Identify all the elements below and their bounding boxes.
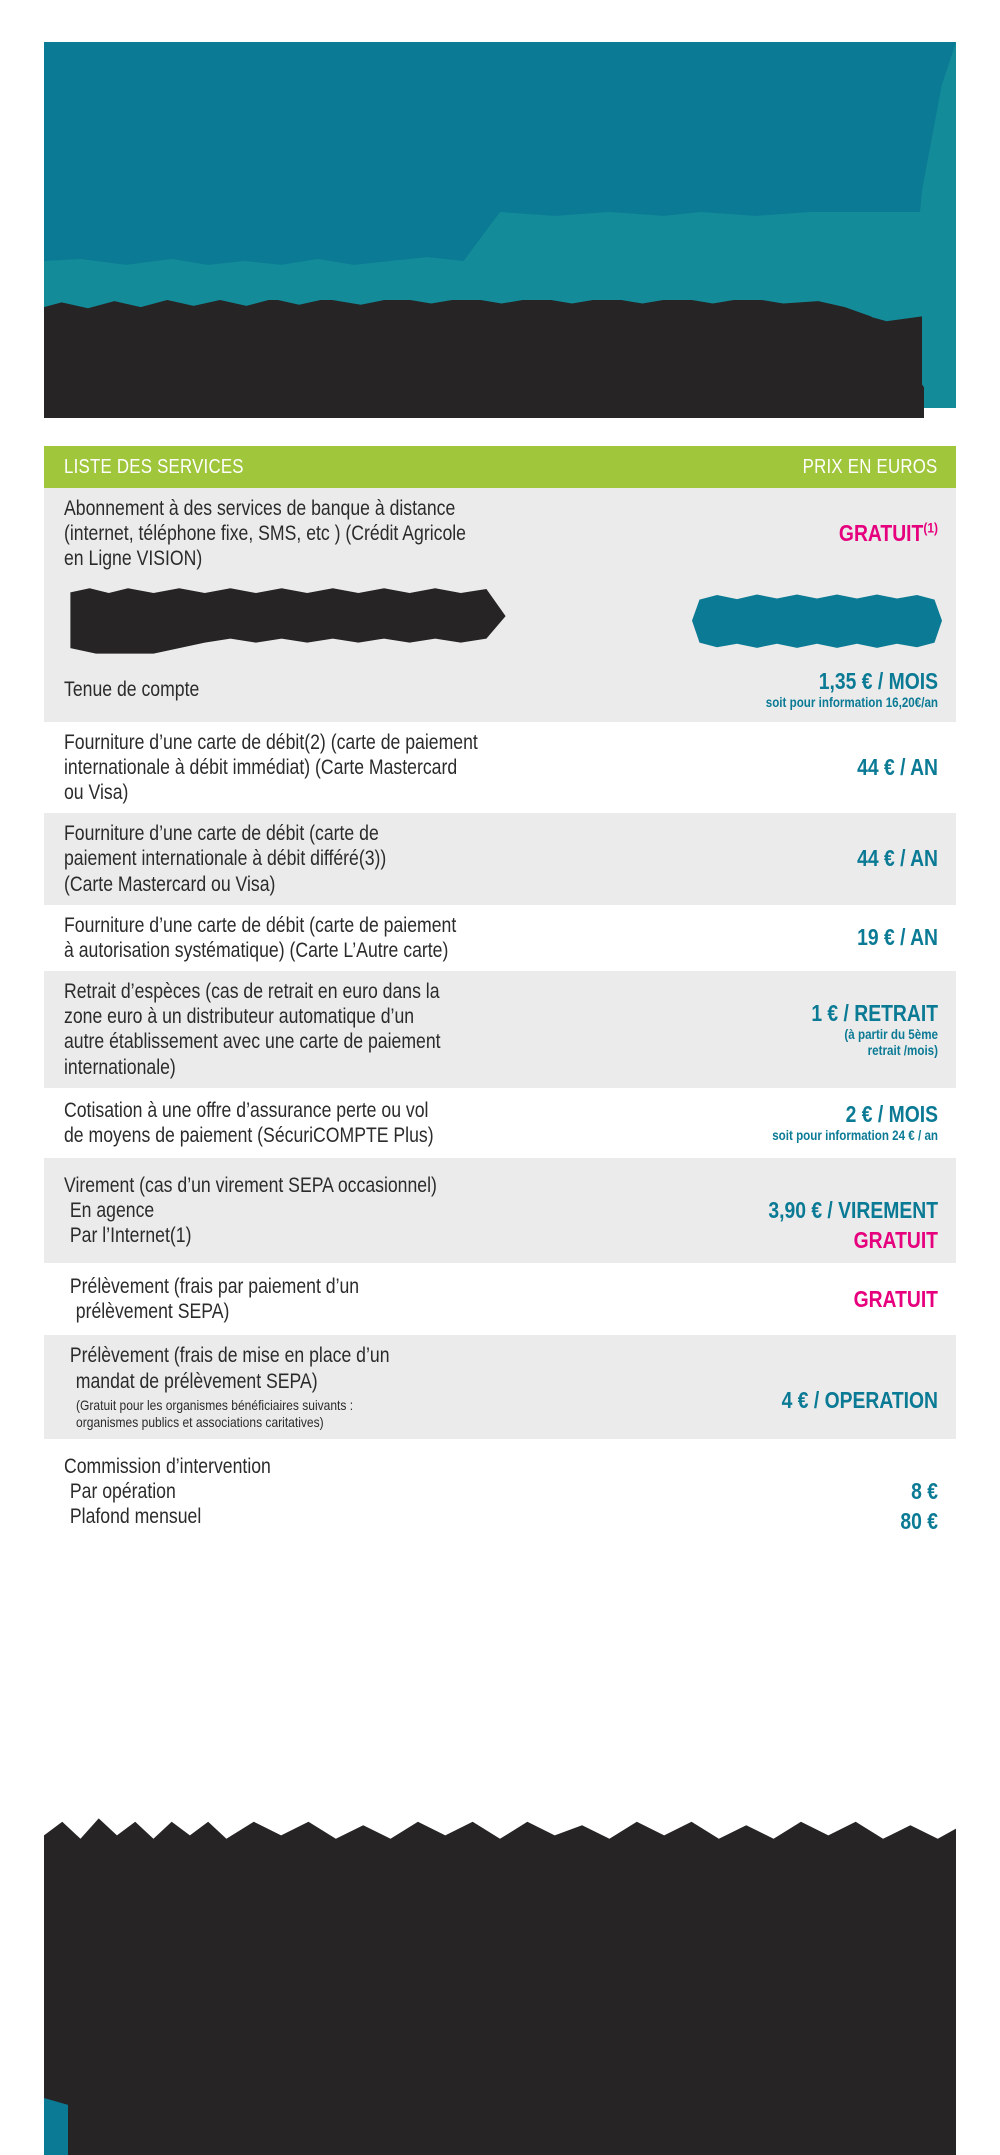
- table-row: [44, 658, 956, 722]
- price-text: GRATUIT: [838, 520, 924, 547]
- service-description: [64, 677, 648, 702]
- service-footnote: (Gratuit pour les organismes bénéficiaires suivants :: [76, 1396, 354, 1413]
- service-line: Abonnement à des services de banque à distance: [64, 497, 456, 520]
- redacted-service-block: [64, 586, 704, 654]
- redacted-row: [44, 580, 956, 658]
- service-description: [64, 1098, 648, 1148]
- price-value: 1 € / RETRAIT: [811, 999, 938, 1026]
- price-cell: [648, 1286, 938, 1313]
- footer-redaction-block: [44, 1815, 956, 2155]
- service-description: [64, 1343, 648, 1431]
- service-bullet-item: [64, 1504, 543, 1529]
- price-cell: [648, 754, 938, 781]
- table-row: [44, 971, 956, 1088]
- service-description: [64, 496, 648, 572]
- services-price-table: [44, 488, 956, 1545]
- column-header-price: PRIX EN EUROS: [803, 455, 938, 478]
- service-bullet-item: [64, 1198, 543, 1223]
- table-row: [44, 722, 956, 814]
- service-line: Par opération: [69, 1480, 176, 1504]
- price-value: 44 € / AN: [857, 845, 938, 872]
- service-line: En agence: [69, 1199, 155, 1223]
- price-note: soit pour information 16,20€/an: [765, 695, 938, 711]
- table-row: [44, 1158, 956, 1264]
- service-bullet-item: [64, 1223, 543, 1248]
- price-value: 4 € / OPERATION: [781, 1387, 938, 1414]
- price-value: 19 € / AN: [857, 924, 938, 951]
- column-header-services: LISTE DES SERVICES: [64, 455, 244, 478]
- table-row: [44, 1263, 956, 1335]
- service-line: Tenue de compte: [64, 677, 200, 701]
- price-cell: [648, 924, 938, 951]
- price-value: 80 €: [900, 1507, 938, 1534]
- service-line: Plafond mensuel: [69, 1505, 202, 1529]
- price-value: 3,90 € / VIREMENT: [768, 1196, 938, 1223]
- service-description: [64, 913, 648, 963]
- service-line: prélèvement SEPA): [75, 1300, 230, 1324]
- footer-teal-accent: [44, 2098, 68, 2155]
- service-description: [64, 730, 648, 806]
- price-cell: [648, 1166, 938, 1256]
- price-value: [694, 520, 938, 547]
- price-note: retrait /mois): [867, 1043, 938, 1058]
- price-cell: [648, 520, 938, 547]
- price-footnote-marker: (1): [923, 520, 938, 537]
- service-line: Virement (cas d’un virement SEPA occasionnel): [64, 1173, 437, 1197]
- service-bullet-item: [64, 1274, 543, 1299]
- service-line: en Ligne VISION): [64, 547, 203, 571]
- service-footnote: organismes publics et associations caritatives): [76, 1413, 324, 1430]
- service-line: Cotisation à une offre d’assurance perte ou vol: [64, 1098, 429, 1122]
- price-value: 44 € / AN: [857, 753, 938, 780]
- table-header-row: [44, 446, 956, 488]
- service-line: Prélèvement (frais par paiement d’un: [69, 1275, 360, 1299]
- service-line: à autorisation systématique) (Carte L’Autre carte): [64, 938, 449, 962]
- price-note: soit pour information 24 € / an: [772, 1128, 938, 1144]
- service-line: Commission d’intervention: [64, 1455, 271, 1479]
- service-line: Fourniture d’une carte de débit (carte de paiement: [64, 913, 457, 937]
- service-line: Prélèvement (frais de mise en place d’un: [69, 1344, 390, 1368]
- table-row: [44, 905, 956, 971]
- redacted-price-block: [692, 592, 942, 650]
- service-bullet-item: [64, 1343, 543, 1368]
- service-line: ou Visa): [64, 780, 129, 804]
- price-cell: [648, 845, 938, 872]
- price-cell: [648, 1360, 938, 1414]
- service-description: [64, 1454, 648, 1530]
- service-line: (Carte Mastercard ou Visa): [64, 872, 276, 896]
- table-row: [44, 1439, 956, 1545]
- service-line: internationale à débit immédiat) (Carte Mastercard: [64, 755, 458, 779]
- price-value: GRATUIT: [853, 1285, 938, 1312]
- service-line: de moyens de paiement (SécuriCOMPTE Plus): [64, 1123, 434, 1147]
- service-line: autre établissement avec une carte de paiement: [64, 1030, 441, 1054]
- service-line: Fourniture d’une carte de débit (carte de: [64, 822, 379, 846]
- table-row: [44, 813, 956, 905]
- service-line: Retrait d’espèces (cas de retrait en euro dans la: [64, 980, 440, 1004]
- table-row: [44, 1335, 956, 1439]
- service-description: [64, 821, 648, 897]
- service-line: Par l’Internet(1): [69, 1224, 192, 1248]
- table-row: [44, 488, 956, 580]
- price-cell: [648, 1447, 938, 1537]
- table-row: [44, 1088, 956, 1158]
- service-description: [64, 1274, 648, 1324]
- price-value: 1,35 € / MOIS: [818, 667, 938, 694]
- header-redaction-block-tail: [44, 388, 876, 418]
- price-cell: [648, 1101, 938, 1144]
- service-line: internationale): [64, 1055, 176, 1079]
- price-value: 8 €: [911, 1477, 938, 1504]
- price-cell: [648, 1000, 938, 1060]
- price-value: GRATUIT: [853, 1226, 938, 1253]
- service-description: [64, 1173, 648, 1249]
- service-line: (internet, téléphone fixe, SMS, etc ) (Crédit Agricole: [64, 522, 466, 546]
- service-line: zone euro à un distributeur automatique d’un: [64, 1005, 415, 1029]
- price-cell: [648, 668, 938, 711]
- service-line: paiement internationale à débit différé(3)): [64, 847, 387, 871]
- service-line: mandat de prélèvement SEPA): [75, 1369, 318, 1393]
- service-line: Fourniture d’une carte de débit(2) (carte de paiement: [64, 730, 478, 754]
- service-description: [64, 979, 648, 1080]
- price-value: 2 € / MOIS: [845, 1101, 938, 1128]
- price-note: (à partir du 5ème: [844, 1026, 938, 1042]
- service-bullet-item: [64, 1479, 543, 1504]
